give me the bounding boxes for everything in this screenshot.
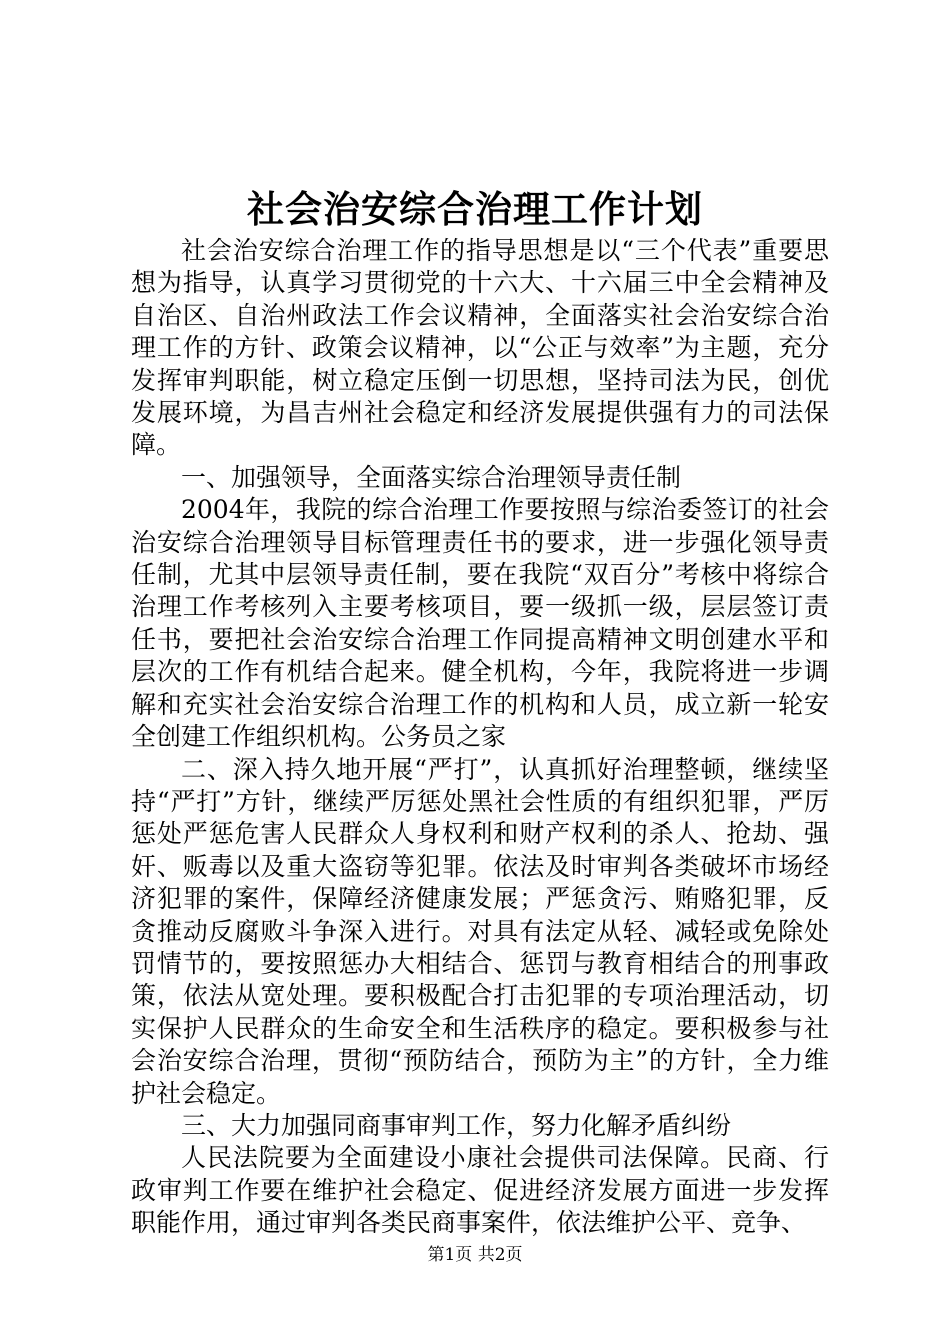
section-heading-3: 三、大力加强同商事审判工作，努力化解矛盾纠纷 (181, 1110, 732, 1140)
document-title: 社会治安综合治理工作计划 (247, 187, 703, 231)
paragraph-guiding-thought: 社会治安综合治理工作的指导思想是以“三个代表”重要思想为指导，认真学习贯彻党的十六大、十六届三中全会精神及自治区、自治州政法工作会议精神，全面落实社会治安综合治理工作的方针、政策会议精神，以“公正与效率”为主题，充分发挥审判职能，树立稳定压倒一切思想，坚持司法为民，创优发展环境，为昌吉州社会稳定和经济发展提供强有力的司法保障。 (131, 236, 829, 460)
document-body (131, 235, 829, 1240)
paragraph-section-1: 2004年，我院的综合治理工作要按照与综治委签订的社会治安综合治理领导目标管理责任书的要求，进一步强化领导责任制，尤其中层领导责任制，要在我院“双百分”考核中将综合治理工作考核列入主要考核项目，要一级抓一级，层层签订责任书，要把社会治安综合治理工作同提高精神文明创建水平和层次的工作有机结合起来。健全机构，今年，我院将进一步调解和充实社会治安综合治理工作的机构和人员，成立新一轮安全创建工作组织机构。公务员之家 (131, 495, 829, 752)
paragraph-section-3: 人民法院要为全面建设小康社会提供司法保障。民商、行政审判工作要在维护社会稳定、促进经济发展方面进一步发挥职能作用，通过审判各类民商事案件，依法维护公平、竞争、 (131, 1143, 829, 1238)
page-footer: 第1页 共2页 (427, 1245, 523, 1265)
paragraph-section-2: 二、深入持久地开展“严打”，认真抓好治理整顿，继续坚持“严打”方针，继续严厉惩处黑社会性质的有组织犯罪，严厉惩处严惩危害人民群众人身权利和财产权利的杀人、抢劫、强奸、贩毒以及重大盗窃等犯罪。依法及时审判各类破坏市场经济犯罪的案件，保障经济健康发展；严惩贪污、贿赂犯罪，反贪推动反腐败斗争深入进行。对具有法定从轻、减轻或免除处罚情节的，要按照惩办大相结合、惩罚与教育相结合的刑事政策，依法从宽处理。要积极配合打击犯罪的专项治理活动，切实保护人民群众的生命安全和生活秩序的稳定。要积极参与社会治安综合治理，贯彻“预防结合，预防为主”的方针，全力维护社会稳定。 (131, 754, 829, 1108)
section-heading-1: 一、加强领导，全面落实综合治理领导责任制 (181, 462, 682, 492)
